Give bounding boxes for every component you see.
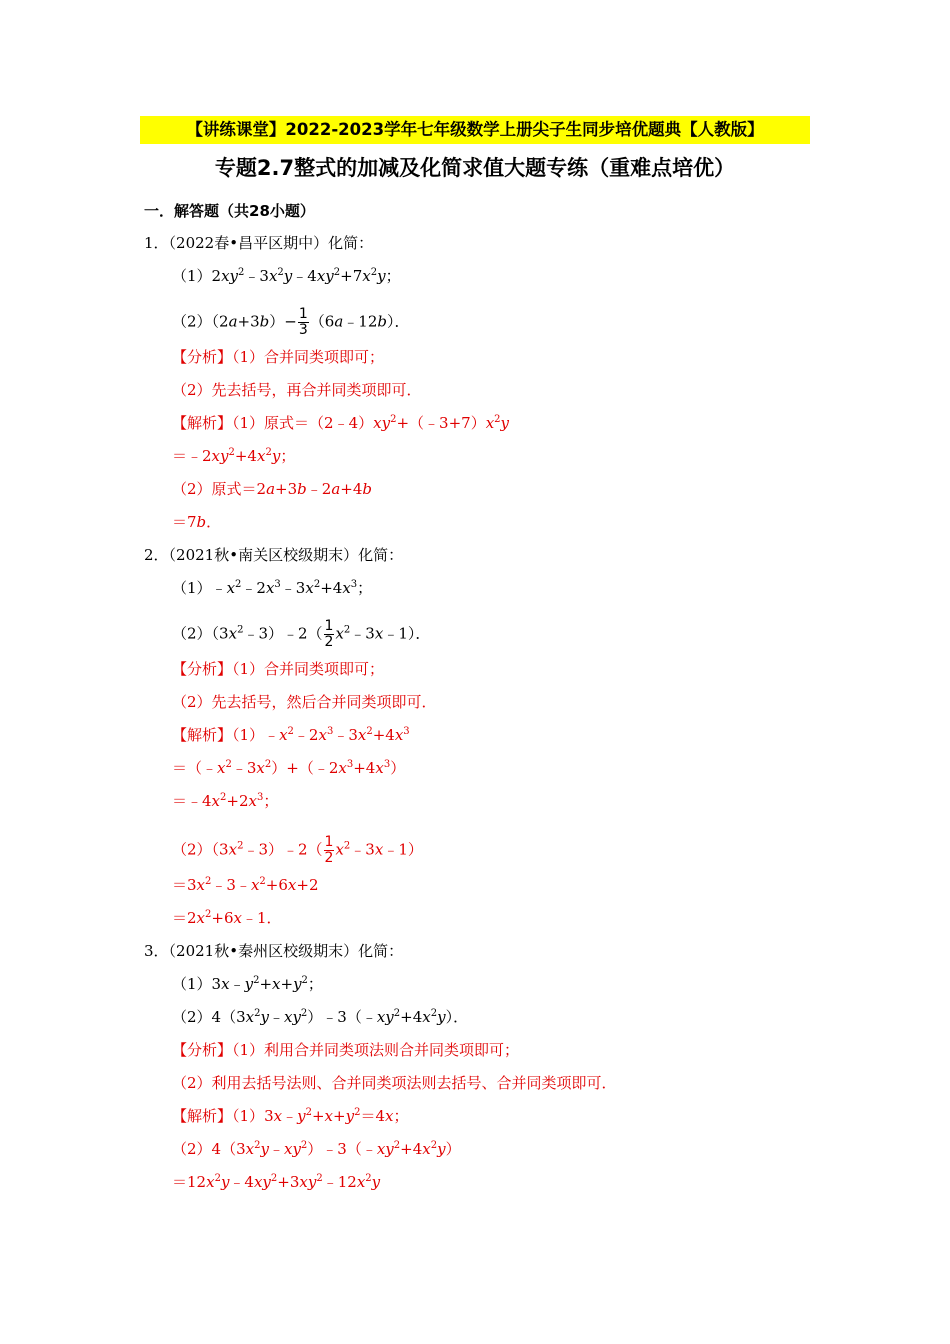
analysis-tag: 【分析】 (172, 660, 233, 678)
page-title: 专题2.7整式的加减及化简求值大题专练（重难点培优） (214, 156, 736, 180)
problem-2-analysis-1: 【分析】（1）合并同类项即可； (172, 660, 385, 678)
problem-1-part-2: （2）（2a+3b）− $\frac{1}{3}$ （6a﹣12b）． (172, 306, 410, 338)
problem-3-solution-line: $=12x^2y﹣4xy^2+3xy^2﹣12x^2y$ (172, 1173, 381, 1191)
problem-3-solution-2: $(2)4(3x^2y﹣xy^2)﹣3(﹣xy^2+4x^2y)$ (172, 1140, 461, 1158)
part-label: （2） (172, 312, 212, 331)
problem-1-question (144, 232, 373, 254)
problem-1-solution-1: 【解析】（1）原式$=(2﹣4)xy^2+(﹣3+7)x^2y$ (172, 414, 510, 432)
part-label: （2） (172, 1008, 212, 1026)
problem-2-solution-2: $(2)(3x^2﹣3)﹣2$（ $\frac{1}{2}$ $x^2﹣3x﹣1$） (172, 834, 423, 866)
problem-source: （2021秋•南关区校级期末）化简： (168, 546, 404, 564)
problem-number: 1． (144, 234, 169, 252)
problem-3-analysis-2: （2）利用去括号法则、合并同类项法则去括号、合并同类项即可． (172, 1074, 617, 1092)
part-label: （2） (172, 624, 212, 643)
problem-source: （2021秋•秦州区校级期末）化简： (168, 942, 404, 960)
problem-1-analysis-2: （2）先去括号，再合并同类项即可． (172, 381, 422, 399)
problem-3-analysis-1: 【分析】（1）利用合并同类项法则合并同类项即可； (172, 1041, 520, 1059)
problem-1-part-1: $(1)2xy^2﹣3x^2y﹣4xy^2+7x^2y$； (172, 267, 401, 285)
fraction: $\frac{1}{2}$ (324, 618, 334, 650)
problem-1-solution-line: $=﹣2xy^2+4x^2y$； (172, 447, 296, 465)
problem-number: 2． (144, 546, 169, 564)
problem-2-question (144, 544, 403, 566)
problem-2-part-2: $(2)(3x^2﹣3)﹣2$（ $\frac{1}{2}$ $x^2﹣3x﹣1$）． (172, 618, 431, 650)
problem-2-solution-line: $=3x^2﹣3﹣x^2+6x+2$ (172, 876, 319, 894)
solution-tag: 【解析】 (172, 1107, 233, 1125)
part-label: （1） (172, 579, 212, 597)
problem-2-solution-line: $=(﹣x^2﹣3x^2)+(﹣2x^3+4x^3)$ (172, 759, 406, 777)
problem-1-solution-2: （2）原式＝2a+3b﹣2a+4b (172, 480, 373, 498)
problem-2-analysis-2: （2）先去括号，然后合并同类项即可． (172, 693, 437, 711)
problem-3-part-2: $(2)4(3x^2y﹣xy^2)﹣3(﹣xy^2+4x^2y)$． (172, 1008, 469, 1026)
problem-2-solution-1: 【解析】$(1)﹣x^2﹣2x^3﹣3x^2+4x^3$ (172, 726, 410, 744)
part-label: （1） (172, 267, 212, 285)
problem-1-analysis-1: 【分析】（1）合并同类项即可； (172, 348, 385, 366)
problem-1-solution-line: ＝7b． (172, 513, 222, 531)
fraction: $\frac{1}{3}$ (298, 306, 308, 338)
problem-3-solution-1: 【解析】$(1)3x﹣y^2+x+y^2=4x$； (172, 1107, 409, 1125)
analysis-tag: 【分析】 (172, 348, 233, 366)
problem-2-solution-line: $=﹣4x^2+2x^3$； (172, 792, 279, 810)
fraction: $\frac{1}{2}$ (324, 834, 334, 866)
problem-2-solution-line: $=2x^2+6x﹣1$． (172, 909, 282, 927)
problem-3-question (144, 940, 403, 962)
section-heading: 一．解答题（共28小题） (144, 202, 315, 220)
header-banner: 【讲练课堂】2022-2023学年七年级数学上册尖子生同步培优题典【人教版】 (140, 116, 810, 144)
problem-number: 3． (144, 942, 169, 960)
problem-2-part-1: $(1)﹣x^2﹣2x^3﹣3x^2+4x^3$； (172, 579, 373, 597)
problem-source: （2022春•昌平区期中）化简： (168, 234, 374, 252)
part-label: （1） (172, 975, 212, 993)
problem-3-part-1: $(1)3x﹣y^2+x+y^2$； (172, 975, 323, 993)
solution-tag: 【解析】 (172, 414, 233, 432)
analysis-tag: 【分析】 (172, 1041, 233, 1059)
solution-tag: 【解析】 (172, 726, 233, 744)
